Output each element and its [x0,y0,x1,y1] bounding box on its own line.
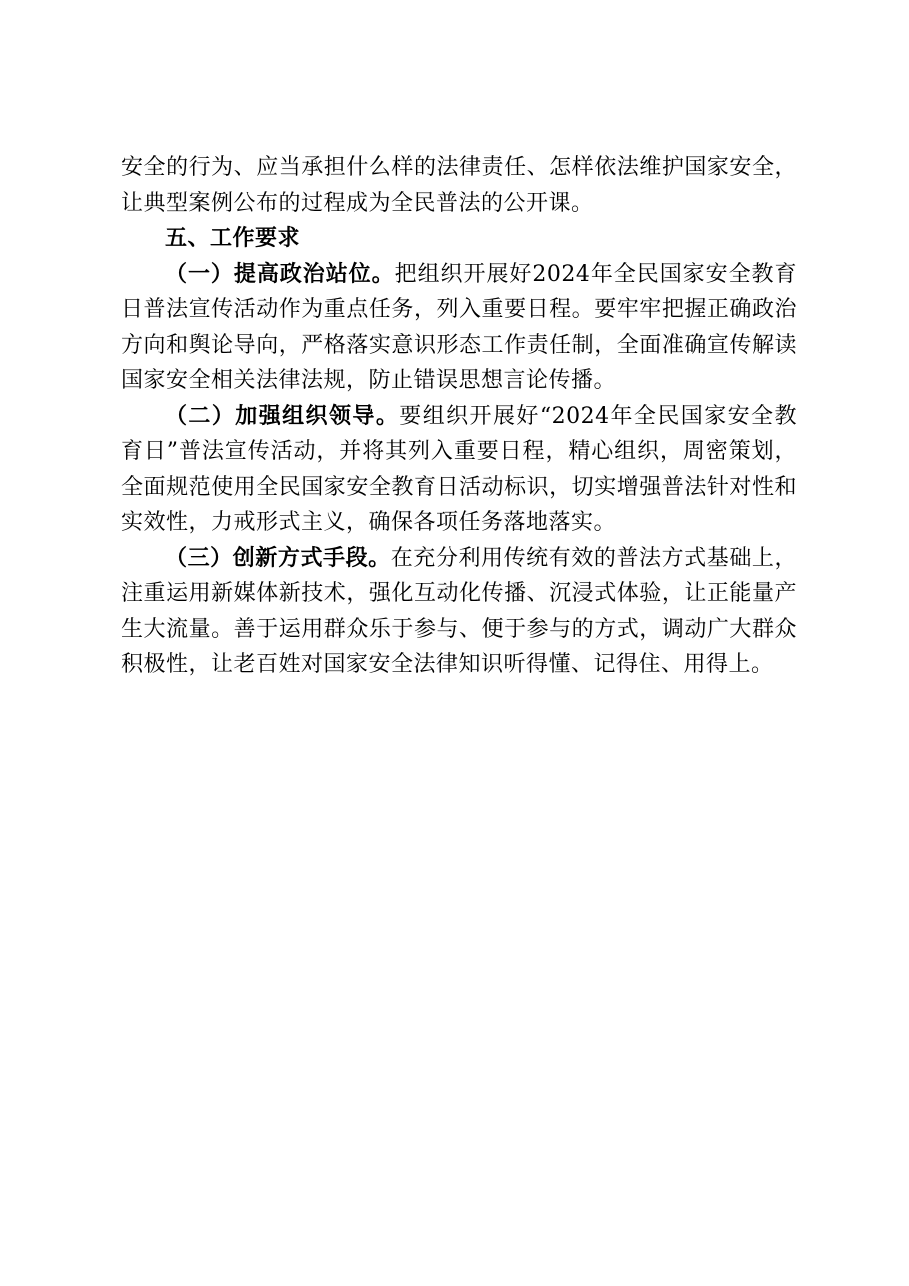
requirement-item-1-lead: （一）提高政治站位。 [165,261,395,287]
document-body [121,150,797,683]
requirement-item-2-lead: （二）加强组织领导。 [165,403,400,429]
requirement-item-2 [121,399,797,541]
requirement-item-3-body: 在充分利用传统有效的普法方式基础上，注重运用新媒体新技术，强化互动化传播、沉浸式体验，让正能量产生大流量。善于运用群众乐于参与、便于参与的方式，调动广大群众积极性，让老百姓对国家安全法律知识听得懂、记得住、用得上。 [121,545,797,677]
requirement-item-2-body: 要组织开展好“2024年全民国家安全教育日”普法宣传活动，并将其列入重要日程，精心组织，周密策划，全面规范使用全民国家安全教育日活动标识，切实增强普法针对性和实效性，力戒形式主义，确保各项任务落地落实。 [121,403,797,535]
requirement-item-3 [121,541,797,683]
section-heading: 五、工作要求 [165,226,301,251]
requirement-item-3-lead: （三）创新方式手段。 [165,545,391,571]
requirement-item-1 [121,257,797,399]
requirement-item-1-body: 把组织开展好2024年全民国家安全教育日普法宣传活动作为重点任务，列入重要日程。要牢牢把握正确政治方向和舆论导向，严格落实意识形态工作责任制，全面准确宣传解读国家安全相关法律法规，防止错误思想言论传播。 [121,261,797,393]
continuation-paragraph: 安全的行为、应当承担什么样的法律责任、怎样依法维护国家安全，让典型案例公布的过程成为全民普法的公开课。 [121,155,797,216]
